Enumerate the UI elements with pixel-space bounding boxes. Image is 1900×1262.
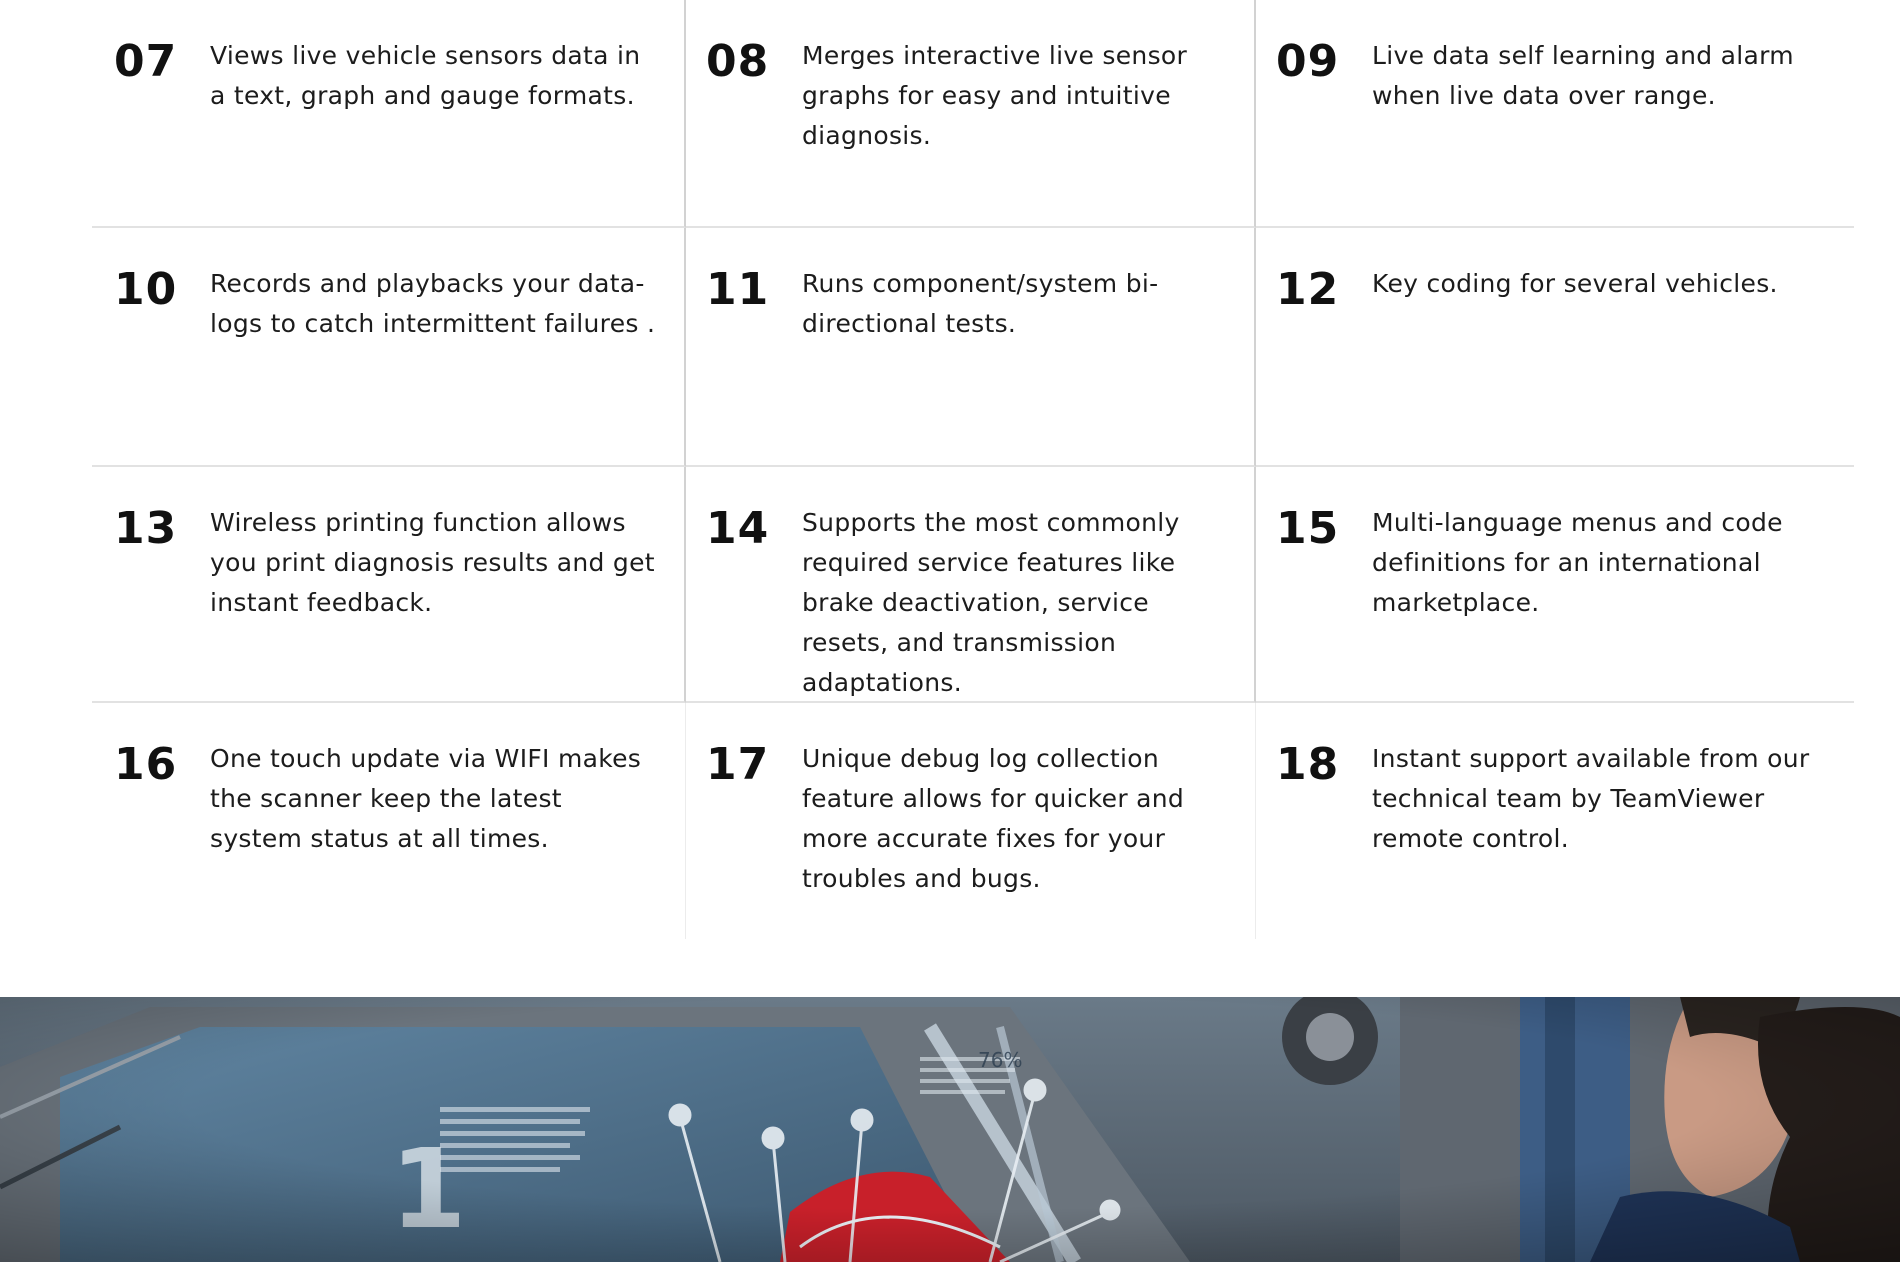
feature-number: 12: [1276, 264, 1340, 315]
feature-number: 09: [1276, 36, 1340, 87]
feature-item: [686, 228, 1256, 467]
feature-item: [686, 0, 1256, 228]
image-vignette: [0, 997, 1900, 1262]
feature-grid: [92, 0, 1854, 939]
feature-number: 13: [114, 503, 178, 554]
mechanic-car-diagnosis-illustration: [0, 997, 1900, 1262]
feature-description: Multi-language menus and code definitions for an international marketplace.: [1372, 508, 1783, 617]
feature-item: [1256, 703, 1854, 939]
feature-description: Records and playbacks your data-logs to catch intermittent failures .: [210, 269, 656, 338]
feature-item: [686, 703, 1256, 939]
feature-number: 18: [1276, 739, 1340, 790]
feature-item: [1256, 0, 1854, 228]
feature-item: [92, 0, 686, 228]
feature-description: Live data self learning and alarm when live data over range.: [1372, 41, 1794, 110]
feature-description: Key coding for several vehicles.: [1372, 269, 1778, 298]
feature-description: Views live vehicle sensors data in a text, graph and gauge formats.: [210, 41, 641, 110]
feature-description: Runs component/system bi-directional tests.: [802, 269, 1159, 338]
feature-description: Merges interactive live sensor graphs for easy and intuitive diagnosis.: [802, 41, 1188, 150]
feature-description: Supports the most commonly required service features like brake deactivation, service resets, and transmission adaptations.: [802, 508, 1180, 697]
feature-number: 07: [114, 36, 178, 87]
feature-number: 11: [706, 264, 770, 315]
feature-description: Wireless printing function allows you print diagnosis results and get instant feedback.: [210, 508, 655, 617]
feature-item: [1256, 228, 1854, 467]
feature-item: [92, 703, 686, 939]
feature-item: [686, 467, 1256, 703]
feature-item: [92, 467, 686, 703]
hero-banner-image: [0, 997, 1900, 1262]
feature-item: [92, 228, 686, 467]
feature-number: 17: [706, 739, 770, 790]
feature-number: 15: [1276, 503, 1340, 554]
feature-number: 16: [114, 739, 178, 790]
feature-number: 10: [114, 264, 178, 315]
feature-description: Unique debug log collection feature allows for quicker and more accurate fixes for your troubles and bugs.: [802, 744, 1185, 893]
feature-number: 08: [706, 36, 770, 87]
feature-number: 14: [706, 503, 770, 554]
feature-description: Instant support available from our technical team by TeamViewer remote control.: [1372, 744, 1810, 853]
feature-description: One touch update via WIFI makes the scanner keep the latest system status at all times.: [210, 744, 642, 853]
feature-item: [1256, 467, 1854, 703]
